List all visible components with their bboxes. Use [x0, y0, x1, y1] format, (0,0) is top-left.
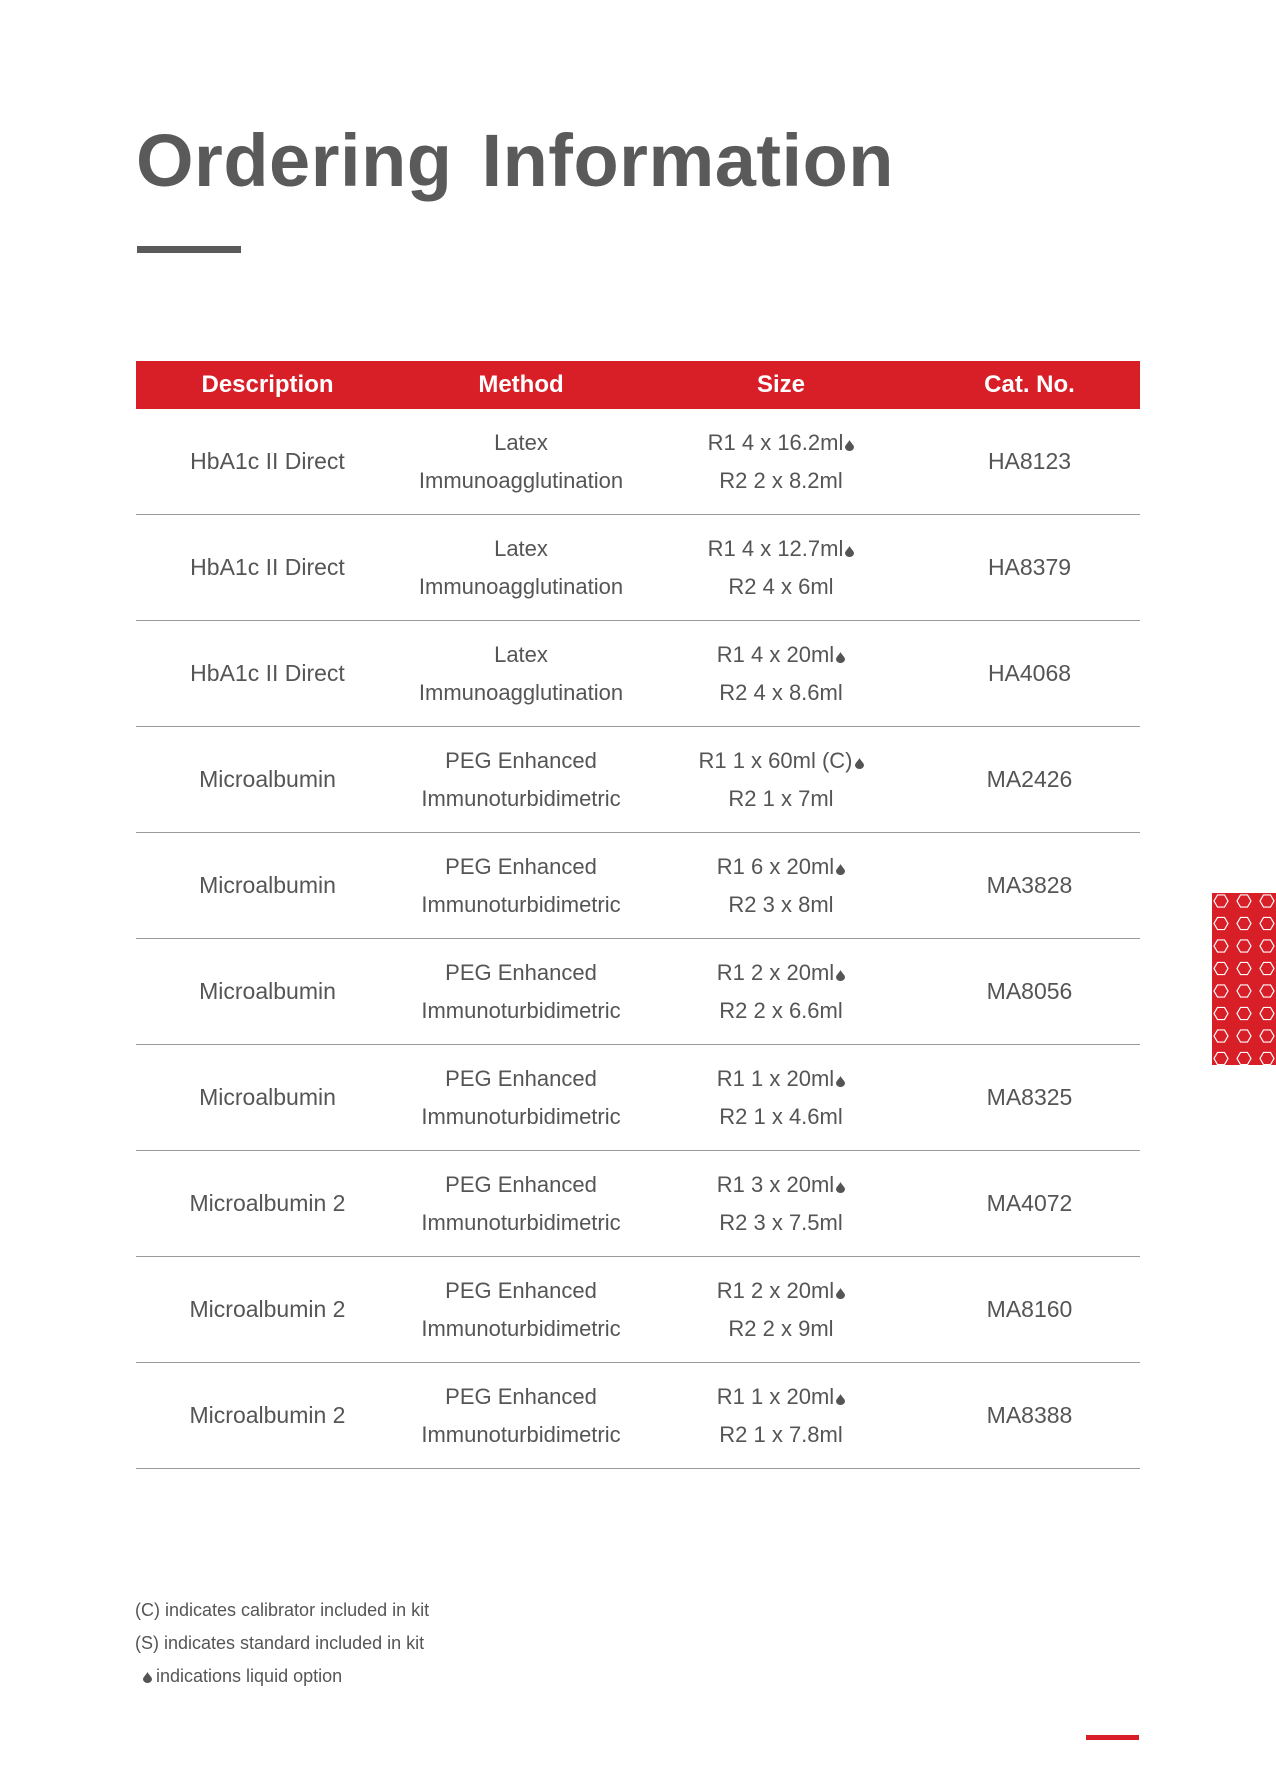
cell-cat-no: MA2426: [919, 727, 1140, 833]
cell-size: [643, 1257, 919, 1363]
cell-size: [643, 727, 919, 833]
hexagon-shape: [1260, 985, 1274, 997]
cell-description: HbA1c II Direct: [136, 621, 399, 727]
cell-cat-no: MA3828: [919, 833, 1140, 939]
cell-description: HbA1c II Direct: [136, 409, 399, 515]
hexagon-shape: [1237, 1030, 1251, 1042]
cell-size: [643, 1045, 919, 1151]
hexagon-shape: [1237, 940, 1251, 952]
cell-method: [399, 1045, 643, 1151]
hexagon-shape: [1214, 940, 1228, 952]
cell-size: [643, 1363, 919, 1469]
drop-icon: [836, 1076, 845, 1087]
size-r1: R1 4 x 12.7ml: [707, 535, 844, 561]
cell-method: [399, 727, 643, 833]
method-line-1: Latex: [494, 429, 548, 455]
cell-size: [643, 621, 919, 727]
size-r2: R2 3 x 8ml: [728, 891, 834, 917]
drop-icon: [836, 864, 845, 875]
method-line-1: Latex: [494, 641, 548, 667]
drop-icon: [836, 1288, 845, 1299]
hexagon-shape: [1237, 895, 1251, 907]
method-line-1: PEG Enhanced: [445, 1065, 597, 1091]
hexagon-shape: [1214, 1007, 1228, 1019]
hexagon-shape: [1260, 1030, 1274, 1042]
cell-cat-no: MA8388: [919, 1363, 1140, 1469]
cell-cat-no: MA4072: [919, 1151, 1140, 1257]
note-standard: (S) indicates standard included in kit: [135, 1633, 425, 1653]
header-method: Method: [399, 361, 643, 409]
size-r1: R1 1 x 20ml: [716, 1065, 835, 1091]
size-r2: R2 4 x 6ml: [728, 573, 834, 599]
size-r2: R2 3 x 7.5ml: [719, 1209, 843, 1235]
hexagon-shape: [1214, 895, 1228, 907]
cell-size: [643, 409, 919, 515]
table-row: [136, 1151, 1140, 1257]
cell-size: [643, 1151, 919, 1257]
method-line-1: PEG Enhanced: [445, 959, 597, 985]
method-line-2: Immunoagglutination: [418, 573, 624, 599]
size-r1: R1 4 x 16.2ml: [707, 429, 844, 455]
hexagon-shape: [1214, 962, 1228, 974]
cell-cat-no: HA8379: [919, 515, 1140, 621]
size-r1: R1 4 x 20ml: [716, 641, 835, 667]
drop-icon: [845, 440, 854, 451]
ordering-table: [136, 361, 1140, 1469]
cell-method: [399, 621, 643, 727]
size-r1-line: [643, 848, 919, 886]
side-tab-decoration: [1212, 893, 1276, 1065]
size-r1: R1 3 x 20ml: [716, 1171, 835, 1197]
size-r1: R1 1 x 60ml (C): [698, 747, 853, 773]
size-r1-line: [643, 1378, 919, 1416]
cell-description: Microalbumin: [136, 727, 399, 833]
header-size: Size: [643, 361, 919, 409]
size-r1-line: [643, 742, 919, 780]
table-row: [136, 939, 1140, 1045]
cell-description: Microalbumin: [136, 939, 399, 1045]
table-row: [136, 833, 1140, 939]
hexagon-shape: [1237, 985, 1251, 997]
header-cat-no: Cat. No.: [919, 361, 1140, 409]
size-r2: R2 1 x 7.8ml: [719, 1421, 843, 1447]
cell-description: Microalbumin 2: [136, 1151, 399, 1257]
size-r1: R1 1 x 20ml: [716, 1383, 835, 1409]
cell-size: [643, 939, 919, 1045]
method-line-1: PEG Enhanced: [445, 1171, 597, 1197]
hexagon-pattern-icon: [1212, 893, 1276, 1065]
footnotes: [135, 1596, 429, 1695]
table-row: [136, 621, 1140, 727]
size-r1-line: [643, 636, 919, 674]
cell-method: [399, 1151, 643, 1257]
size-r2: R2 2 x 9ml: [728, 1315, 834, 1341]
table-row: [136, 1045, 1140, 1151]
cell-method: [399, 833, 643, 939]
size-r2: R2 2 x 8.2ml: [719, 467, 843, 493]
size-r2: R2 1 x 7ml: [728, 785, 834, 811]
size-r2: R2 2 x 6.6ml: [719, 997, 843, 1023]
hexagon-shape: [1260, 1007, 1274, 1019]
hexagon-shape: [1237, 1052, 1251, 1064]
cell-method: [399, 409, 643, 515]
cell-cat-no: HA8123: [919, 409, 1140, 515]
note-liquid-text: indications liquid option: [156, 1666, 343, 1686]
cell-description: Microalbumin: [136, 833, 399, 939]
size-r1-line: [643, 530, 919, 568]
table-header-row: [136, 361, 1140, 409]
method-line-2: Immunoturbidimetric: [421, 1421, 621, 1447]
table-row: [136, 409, 1140, 515]
method-line-2: Immunoturbidimetric: [421, 785, 621, 811]
size-r1-line: [643, 1060, 919, 1098]
cell-method: [399, 1363, 643, 1469]
hexagon-shape: [1214, 985, 1228, 997]
cell-description: HbA1c II Direct: [136, 515, 399, 621]
cell-cat-no: MA8056: [919, 939, 1140, 1045]
hexagon-shape: [1260, 962, 1274, 974]
size-r1-line: [643, 424, 919, 462]
table-row: [136, 1257, 1140, 1363]
method-line-2: Immunoturbidimetric: [421, 1315, 621, 1341]
page-title: Ordering Information: [136, 119, 894, 202]
page-corner-rule: [1086, 1735, 1139, 1740]
drop-icon: [836, 1182, 845, 1193]
size-r2: R2 1 x 4.6ml: [719, 1103, 843, 1129]
table-row: [136, 515, 1140, 621]
title-underline: [137, 246, 241, 253]
hexagon-shape: [1237, 1007, 1251, 1019]
drop-icon: [836, 1394, 845, 1405]
size-r1: R1 6 x 20ml: [716, 853, 835, 879]
cell-method: [399, 939, 643, 1045]
method-line-2: Immunoturbidimetric: [421, 1209, 621, 1235]
method-line-2: Immunoturbidimetric: [421, 997, 621, 1023]
method-line-1: PEG Enhanced: [445, 1277, 597, 1303]
hexagon-shape: [1237, 962, 1251, 974]
cell-description: Microalbumin 2: [136, 1363, 399, 1469]
cell-cat-no: MA8325: [919, 1045, 1140, 1151]
hexagon-shape: [1237, 917, 1251, 929]
size-r1-line: [643, 954, 919, 992]
hexagon-shape: [1214, 1052, 1228, 1064]
table-row: [136, 1363, 1140, 1469]
cell-size: [643, 833, 919, 939]
method-line-2: Immunoturbidimetric: [421, 1103, 621, 1129]
hexagon-shape: [1260, 940, 1274, 952]
size-r1: R1 2 x 20ml: [716, 1277, 835, 1303]
hexagon-shape: [1214, 917, 1228, 929]
drop-icon: [845, 546, 854, 557]
method-line-2: Immunoagglutination: [418, 467, 624, 493]
hexagon-shape: [1214, 1030, 1228, 1042]
drop-icon: [855, 758, 864, 769]
table-row: [136, 727, 1140, 833]
cell-description: Microalbumin: [136, 1045, 399, 1151]
method-line-1: PEG Enhanced: [445, 853, 597, 879]
drop-icon: [836, 652, 845, 663]
cell-size: [643, 515, 919, 621]
cell-description: Microalbumin 2: [136, 1257, 399, 1363]
method-line-1: PEG Enhanced: [445, 1383, 597, 1409]
cell-method: [399, 515, 643, 621]
cell-cat-no: HA4068: [919, 621, 1140, 727]
size-r2: R2 4 x 8.6ml: [719, 679, 843, 705]
drop-icon: [836, 970, 845, 981]
size-r1: R1 2 x 20ml: [716, 959, 835, 985]
table-body: [136, 409, 1140, 1469]
cell-cat-no: MA8160: [919, 1257, 1140, 1363]
drop-icon: [143, 1672, 152, 1683]
method-line-2: Immunoturbidimetric: [421, 891, 621, 917]
size-r1-line: [643, 1272, 919, 1310]
hexagon-shape: [1260, 895, 1274, 907]
hexagon-shape: [1260, 917, 1274, 929]
note-liquid: [135, 1662, 429, 1695]
cell-method: [399, 1257, 643, 1363]
hexagon-shape: [1260, 1052, 1274, 1064]
method-line-2: Immunoagglutination: [418, 679, 624, 705]
header-description: Description: [136, 361, 399, 409]
method-line-1: Latex: [494, 535, 548, 561]
size-r1-line: [643, 1166, 919, 1204]
method-line-1: PEG Enhanced: [445, 747, 597, 773]
note-calibrator: (C) indicates calibrator included in kit: [135, 1600, 430, 1620]
